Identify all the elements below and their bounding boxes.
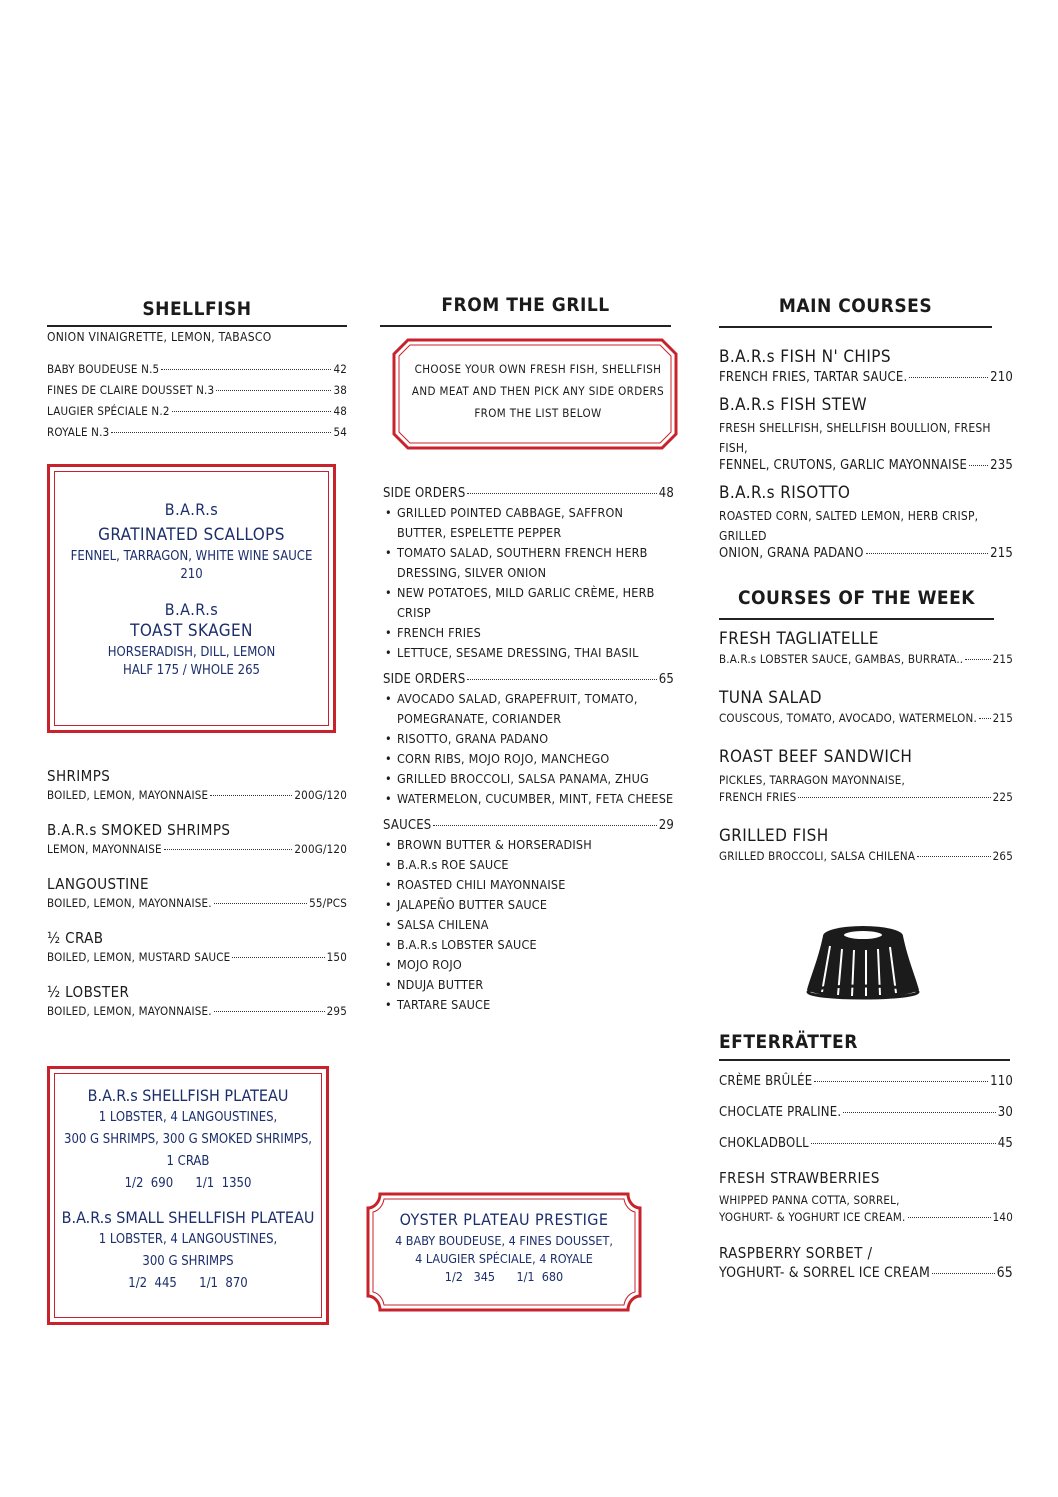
oyster-plateau-title: OYSTER PLATEAU PRESTIGE: [399, 1210, 609, 1229]
dessert-item: [719, 1169, 1013, 1224]
item-desc: COUSCOUS, TOMATO, AVOCADO, WATERMELON.: [719, 711, 977, 725]
item-desc: B.A.R.s LOBSTER SAUCE, GAMBAS, BURRATA..: [719, 652, 964, 666]
side-order-item: • FRENCH FRIES: [383, 623, 674, 643]
sauce-item: • JALAPEÑO BUTTER SAUCE: [383, 895, 674, 915]
shellfish-items: [47, 767, 347, 1037]
signature-dishes-box: [47, 464, 336, 733]
item-name: B.A.R.s SMOKED SHRIMPS: [47, 821, 231, 839]
dessert-price: 45: [997, 1136, 1013, 1151]
sauce-item: • TARTARE SAUCE: [383, 995, 674, 1015]
plateau-title: B.A.R.s SHELLFISH PLATEAU: [87, 1086, 289, 1105]
sauce-item: • SALSA CHILENA: [383, 915, 674, 935]
item-price: 200G/120: [294, 842, 347, 856]
side-orders-price: 65: [658, 672, 674, 687]
side-order-item: • GRILLED BROCCOLI, SALSA PANAMA, ZHUG: [383, 769, 674, 789]
small-plateau-title: B.A.R.s SMALL SHELLFISH PLATEAU: [61, 1208, 315, 1227]
skagen-brand: B.A.R.s: [164, 600, 219, 619]
oyster-list: [47, 362, 347, 446]
sauces-list: [383, 835, 674, 1015]
oyster-price: 42: [333, 362, 347, 376]
plateau-line: 1 CRAB: [166, 1154, 210, 1169]
item-price: 295: [326, 1004, 347, 1018]
oyster-row: [47, 425, 347, 446]
grill-sides: [383, 486, 674, 1015]
item-desc: FENNEL, CRUTONS, GARLIC MAYONNAISE: [719, 458, 968, 473]
skagen-dish: TOAST SKAGEN: [130, 621, 253, 641]
desserts-title: EFTERRÄTTER: [719, 1031, 1010, 1061]
side-orders-list: [383, 689, 674, 809]
side-orders-price: 48: [658, 486, 674, 501]
menu-item: [47, 767, 347, 821]
grill-column: [380, 294, 671, 327]
item-name: GRILLED FISH: [719, 826, 829, 846]
oyster-price: 54: [333, 425, 347, 439]
item-desc: ROASTED CORN, SALTED LEMON, HERB CRISP, GRILLED: [719, 509, 979, 543]
week-title: COURSES OF THE WEEK: [719, 587, 994, 620]
side-orders-list: [383, 503, 674, 663]
scallops-desc: FENNEL, TARRAGON, WHITE WINE SAUCE: [70, 549, 313, 564]
item-name: ROAST BEEF SANDWICH: [719, 747, 913, 767]
item-name: LANGOUSTINE: [47, 875, 149, 893]
item-price: 210: [990, 370, 1013, 385]
sauces-price: 29: [658, 818, 674, 833]
item-price: 55/PCS: [309, 896, 347, 910]
side-order-item: • WATERMELON, CUCUMBER, MINT, FETA CHEESE: [383, 789, 674, 809]
side-order-item: • NEW POTATOES, MILD GARLIC CRÈME, HERB CRISP: [383, 583, 674, 623]
shellfish-title: SHELLFISH: [47, 298, 347, 327]
sauce-item: • MOJO ROJO: [383, 955, 674, 975]
bundt-cake-mold-icon: [804, 920, 922, 1002]
sauces-label: SAUCES: [383, 818, 432, 833]
dessert-price: 110: [990, 1074, 1013, 1089]
side-order-item: • LETTUCE, SESAME DRESSING, THAI BASIL: [383, 643, 674, 663]
item-price: 140: [992, 1210, 1013, 1224]
dessert-row: [719, 1136, 1013, 1167]
sauce-item: • B.A.R.s LOBSTER SAUCE: [383, 935, 674, 955]
item-desc: GRILLED BROCCOLI, SALSA CHILENA: [719, 849, 916, 863]
small-plateau-prices: 1/2 445 1/1 870: [128, 1276, 248, 1291]
menu-item: [47, 929, 347, 983]
dessert-list: [719, 1074, 1013, 1167]
oyster-plateau-prices: 1/2 345 1/1 680: [444, 1269, 564, 1284]
skagen-price: HALF 175 / WHOLE 265: [123, 663, 260, 678]
shellfish-plateau-box: [47, 1066, 329, 1325]
item-price: 65: [996, 1265, 1013, 1281]
item-price: 235: [990, 458, 1013, 473]
dessert-name: CHOKLADBOLL: [719, 1136, 809, 1151]
main-item: [719, 395, 1013, 473]
plateau-line: 300 G SHRIMPS, 300 G SMOKED SHRIMPS,: [64, 1132, 312, 1147]
item-desc: YOGHURT- & YOGHURT ICE CREAM.: [719, 1210, 906, 1224]
side-order-item: • RISOTTO, GRANA PADANO: [383, 729, 674, 749]
week-item: [719, 629, 1013, 666]
item-name: ½ LOBSTER: [47, 983, 130, 1001]
item-desc: ONION, GRANA PADANO: [719, 546, 864, 561]
item-name: TUNA SALAD: [719, 688, 822, 708]
grill-title: FROM THE GRILL: [380, 294, 671, 327]
item-desc: FRENCH FRIES: [719, 790, 797, 804]
oyster-name: FINES DE CLAIRE DOUSSET N.3: [47, 383, 215, 397]
side-order-item: • GRILLED POINTED CABBAGE, SAFFRON BUTTER, ESPELETTE PEPPER: [383, 503, 674, 543]
oyster-plateau: [366, 1210, 642, 1284]
skagen-desc: HORSERADISH, DILL, LEMON: [107, 645, 276, 660]
item-desc: LEMON, MAYONNAISE: [47, 842, 162, 856]
main-item: [719, 347, 1013, 385]
item-price: 200G/120: [294, 788, 347, 802]
oyster-price: 48: [333, 404, 347, 418]
oyster-row: [47, 404, 347, 425]
dessert-name: CHOCLATE PRALINE.: [719, 1105, 842, 1120]
item-name: ½ CRAB: [47, 929, 104, 947]
item-price: 225: [992, 790, 1013, 804]
side-orders-heading: [383, 486, 674, 501]
mains-column: [719, 295, 1013, 863]
item-price: 215: [992, 711, 1013, 725]
plateau-line: 300 G SHRIMPS: [142, 1254, 234, 1269]
dessert-row: [719, 1074, 1013, 1105]
menu-item: [47, 875, 347, 929]
dessert-name: CRÈME BRÛLÉE: [719, 1074, 813, 1089]
oyster-row: [47, 362, 347, 383]
item-price: 215: [992, 652, 1013, 666]
sauces-heading: [383, 818, 674, 833]
sauce-item: • NDUJA BUTTER: [383, 975, 674, 995]
plateau-line: 1 LOBSTER, 4 LANGOUSTINES,: [98, 1232, 278, 1247]
oyster-price: 38: [333, 383, 347, 397]
week-item: [719, 826, 1013, 863]
item-price: 150: [326, 950, 347, 964]
item-desc: FRENCH FRIES, TARTAR SAUCE.: [719, 370, 908, 385]
item-name: RASPBERRY SORBET /: [719, 1244, 873, 1262]
plateau-prices: 1/2 690 1/1 1350: [124, 1176, 252, 1191]
item-price: 215: [990, 546, 1013, 561]
side-order-item: • AVOCADO SALAD, GRAPEFRUIT, TOMATO, POMEGRANATE, CORIANDER: [383, 689, 674, 729]
menu-item: [47, 983, 347, 1037]
plateau-line: 1 LOBSTER, 4 LANGOUSTINES,: [98, 1110, 278, 1125]
side-orders-label: SIDE ORDERS: [383, 486, 466, 501]
scallops-price: 210: [180, 567, 203, 582]
shellfish-subtitle: ONION VINAIGRETTE, LEMON, TABASCO: [47, 330, 272, 344]
item-name: FRESH TAGLIATELLE: [719, 629, 879, 649]
item-name: FRESH STRAWBERRIES: [719, 1169, 880, 1187]
sauce-item: • BROWN BUTTER & HORSERADISH: [383, 835, 674, 855]
scallops-brand: B.A.R.s: [164, 500, 219, 519]
side-order-item: • TOMATO SALAD, SOUTHERN FRENCH HERB DRESSING, SILVER ONION: [383, 543, 674, 583]
dessert-price: 30: [997, 1105, 1013, 1120]
oyster-plateau-line: 4 LAUGIER SPÉCIALE, 4 ROYALE: [415, 1251, 593, 1266]
oyster-plateau-line: 4 BABY BOUDEUSE, 4 FINES DOUSSET,: [395, 1233, 613, 1248]
item-desc: WHIPPED PANNA COTTA, SORREL,: [719, 1193, 900, 1207]
oyster-name: LAUGIER SPÉCIALE N.2: [47, 404, 170, 418]
week-item: [719, 688, 1013, 725]
week-item: [719, 747, 1013, 804]
sauce-item: • ROASTED CHILI MAYONNAISE: [383, 875, 674, 895]
oyster-name: ROYALE N.3: [47, 425, 110, 439]
desserts-column: [719, 1031, 1013, 1281]
oyster-row: [47, 383, 347, 404]
item-desc: BOILED, LEMON, MAYONNAISE.: [47, 1004, 212, 1018]
dessert-row: [719, 1105, 1013, 1136]
item-desc: BOILED, LEMON, MUSTARD SAUCE: [47, 950, 231, 964]
menu-item: [47, 821, 347, 875]
side-orders-label: SIDE ORDERS: [383, 672, 466, 687]
item-name: SHRIMPS: [47, 767, 111, 785]
item-name: B.A.R.s RISOTTO: [719, 483, 851, 503]
scallops-dish: GRATINATED SCALLOPS: [98, 525, 285, 545]
dessert-item: [719, 1244, 1013, 1281]
side-orders-heading: [383, 672, 674, 687]
item-desc: PICKLES, TARRAGON MAYONNAISE,: [719, 773, 905, 787]
item-name: B.A.R.s FISH STEW: [719, 395, 868, 415]
shellfish-column: [47, 298, 347, 446]
item-price: 265: [992, 849, 1013, 863]
side-order-item: • CORN RIBS, MOJO ROJO, MANCHEGO: [383, 749, 674, 769]
item-desc: BOILED, LEMON, MAYONNAISE: [47, 788, 209, 802]
item-name: B.A.R.s FISH N' CHIPS: [719, 347, 891, 367]
oyster-name: BABY BOUDEUSE N.5: [47, 362, 160, 376]
grill-intro: CHOOSE YOUR OWN FRESH FISH, SHELLFISH AND MEAT AND THEN PICK ANY SIDE ORDERS FROM THE LIST BELOW: [411, 362, 665, 420]
item-desc: BOILED, LEMON, MAYONNAISE.: [47, 896, 212, 910]
item-desc: FRESH SHELLFISH, SHELLFISH BOULLION, FRESH FISH,: [719, 421, 991, 455]
item-name: YOGHURT- & SORREL ICE CREAM: [719, 1265, 931, 1281]
mains-title: MAIN COURSES: [719, 295, 992, 328]
main-item: [719, 483, 1013, 561]
sauce-item: • B.A.R.s ROE SAUCE: [383, 855, 674, 875]
